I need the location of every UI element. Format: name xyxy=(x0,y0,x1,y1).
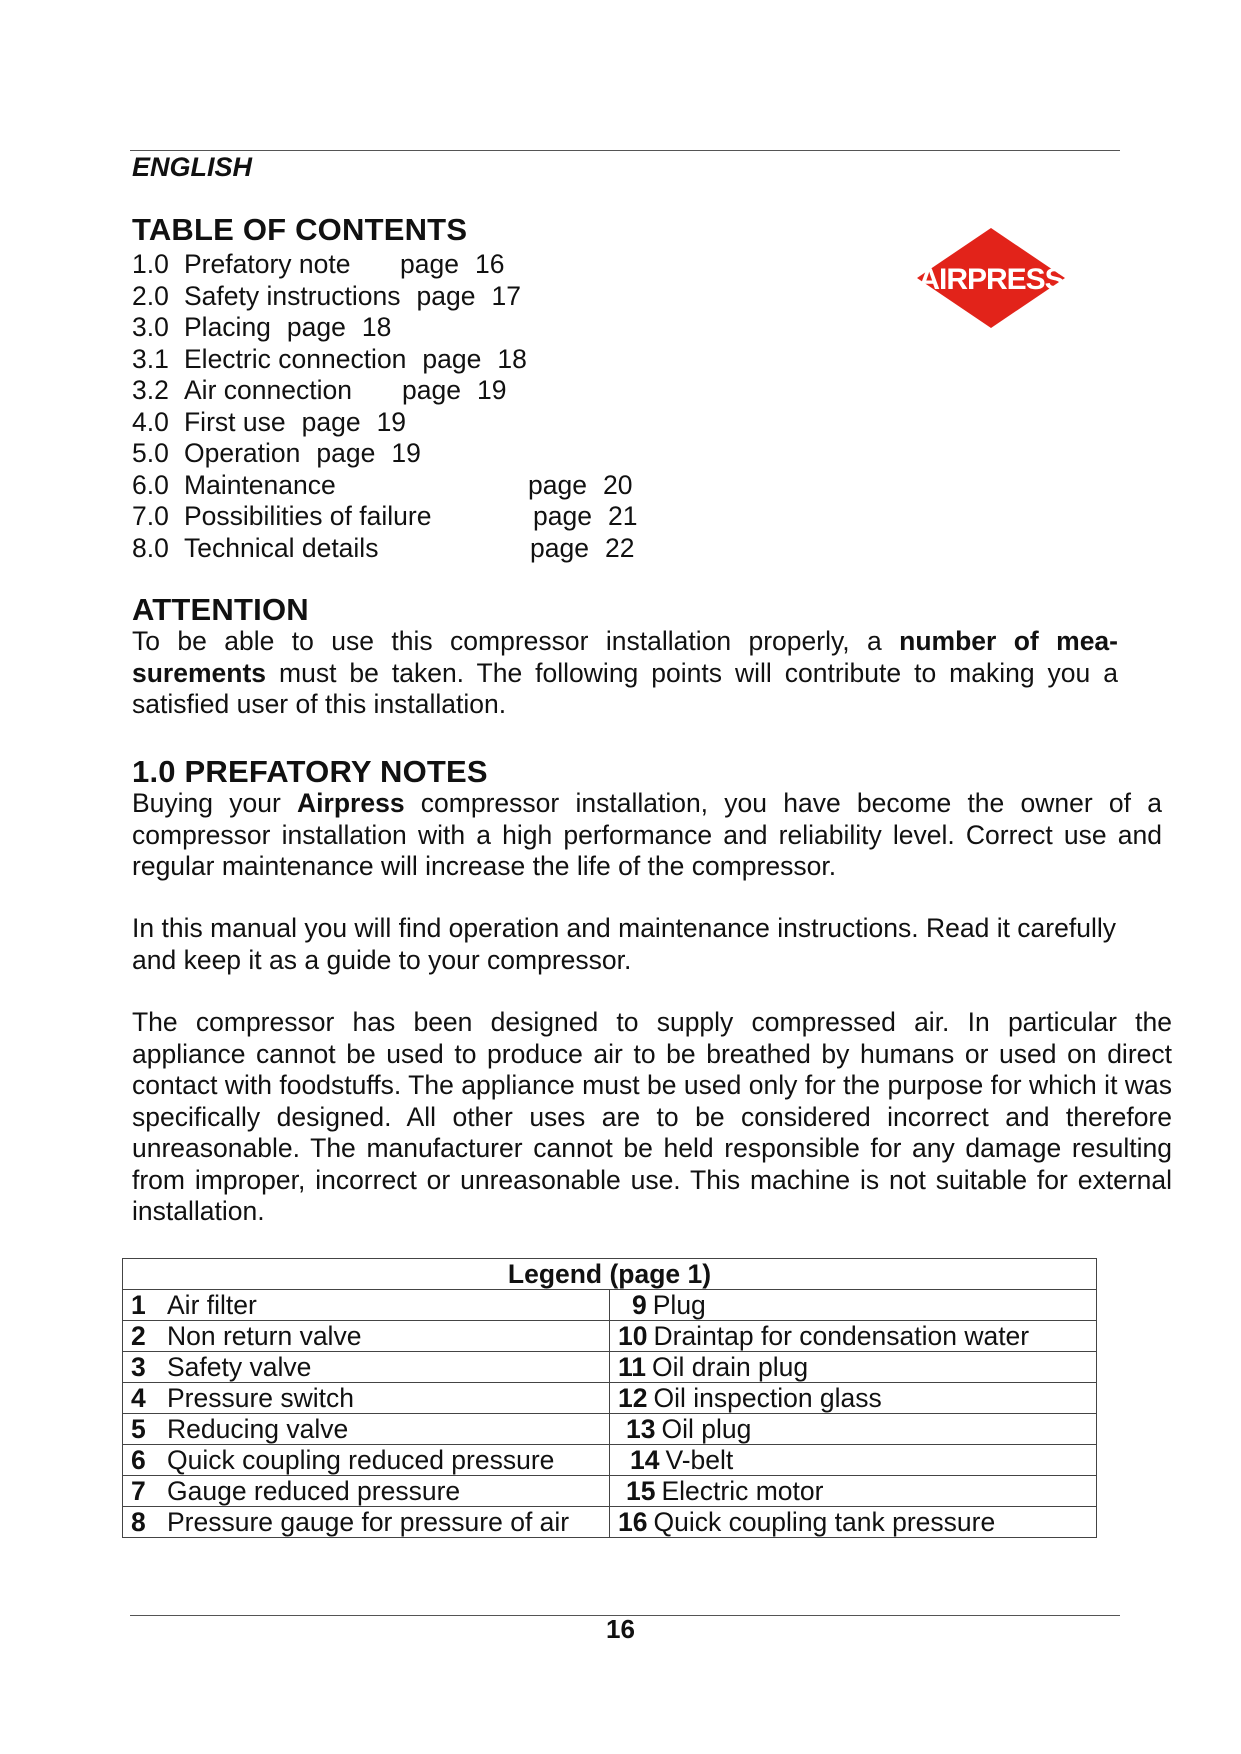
table-row: 1 Air filter 9 Plug xyxy=(123,1290,1097,1321)
toc-item: 7.0 Possibilities of failure page 21 xyxy=(132,501,638,531)
prefatory-paragraph-3: The compressor has been designed to supply compressed air. In particular the appliance cannot be used to produce air to be breathed by humans or used on direct contact with foodstuffs. The appliance must be used only for the purpose for which it was specifically designed. All other uses are to be considered incorrect and therefore unreasonable. The manufacturer cannot be held responsible for any damage resulting from improper, incorrect or unreasonable use. This machine is not suitable for external installation. xyxy=(132,1007,1172,1226)
airpress-logo xyxy=(915,226,1067,330)
attention-text: To be able to use this compressor installation properly, a number of mea-surements must be taken. The following points will contribute to making you a satisfied user of this installation. xyxy=(132,626,1118,719)
toc-item: 3.0 Placing page 18 xyxy=(132,312,392,342)
toc-item: 6.0 Maintenance page 20 xyxy=(132,469,633,500)
page-number: 16 xyxy=(606,1614,635,1644)
toc-item: 2.0 Safety instructions page 17 xyxy=(132,280,521,311)
prefatory-paragraph-2: In this manual you will find operation and maintenance instructions. Read it carefully and keep it as a guide to your compressor. xyxy=(132,913,1116,975)
table-of-contents xyxy=(132,249,692,564)
table-row: 4 Pressure switch 12 Oil inspection glass xyxy=(123,1383,1097,1414)
table-row: 7 Gauge reduced pressure 15 Electric motor xyxy=(123,1476,1097,1507)
table-row: 3 Safety valve 11 Oil drain plug xyxy=(123,1352,1097,1383)
toc-heading: TABLE OF CONTENTS xyxy=(132,212,468,247)
header-rule xyxy=(130,150,1120,151)
toc-item: 5.0 Operation page 19 xyxy=(132,438,421,468)
toc-item: 4.0 First use page 19 xyxy=(132,406,407,437)
toc-item: 1.0 Prefatory note page 16 xyxy=(132,249,505,279)
table-row: 2 Non return valve 10 Draintap for condensation water xyxy=(123,1321,1097,1352)
table-row: 6 Quick coupling reduced pressure 14 V-belt xyxy=(123,1445,1097,1476)
language-label: ENGLISH xyxy=(132,152,253,182)
prefatory-paragraph-1: Buying your Airpress compressor installation, you have become the owner of a compressor installation with a high performance and reliability level. Correct use and regular maintenance will increase the life of the compressor. xyxy=(132,788,1162,881)
toc-item: 3.1 Electric connection page 18 xyxy=(132,343,527,374)
legend-title: Legend (page 1) xyxy=(123,1259,1097,1290)
prefatory-heading: 1.0 PREFATORY NOTES xyxy=(132,754,488,789)
table-row: 5 Reducing valve 13 Oil plug xyxy=(123,1414,1097,1445)
table-row: 8 Pressure gauge for pressure of air 16 Quick coupling tank pressure xyxy=(123,1507,1097,1538)
logo-text: AIRPRESS xyxy=(918,263,1064,296)
legend-table xyxy=(122,1258,1097,1538)
toc-item: 3.2 Air connection page 19 xyxy=(132,375,507,405)
toc-item: 8.0 Technical details page 22 xyxy=(132,532,635,563)
attention-heading: ATTENTION xyxy=(132,592,309,627)
